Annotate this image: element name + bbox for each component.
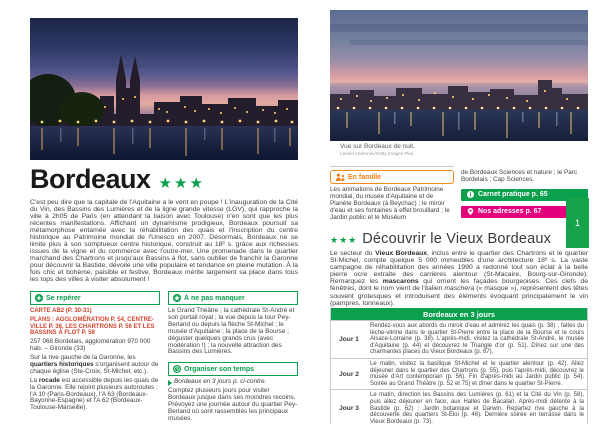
text-segment: Le secteur du xyxy=(330,250,376,257)
text-segment: (« masque »), représentent des têtes souvent grotesques et introduisent des éléments évoquant principalement le vin (pampres, tonneaux). xyxy=(330,285,588,307)
en-famille-text-left: Les animations de Bordeaux Patrimoine mondial, du musée d'Aquitaine et de Planète Bordeaux (à Beychac) ; le miroir d'eau et ses fontaines à effet brouillard ; le Jardin public et le Muséum xyxy=(330,186,450,221)
day-label: Jour 3 xyxy=(339,405,359,413)
right-info-column xyxy=(168,291,298,424)
info-icon xyxy=(467,191,474,198)
left-page xyxy=(30,0,298,424)
bordeaux-skyline-photo xyxy=(30,18,298,160)
text-segment: s'organisent autour de chaque église (Ste-Croix, St-Michel, etc.). xyxy=(30,360,159,375)
a-ne-pas-manquer-title: À ne pas manquer xyxy=(184,294,245,302)
right-page xyxy=(330,0,588,424)
se-reperer-header xyxy=(30,291,160,305)
nos-adresses-label: Nos adresses p. 67 xyxy=(478,208,542,216)
itinerary-table-header: Bordeaux en 3 jours xyxy=(331,308,587,320)
clock-icon xyxy=(173,365,181,373)
bordeaux-night-photo xyxy=(330,10,588,141)
table-row xyxy=(331,358,587,389)
cross-reference-line xyxy=(168,379,298,386)
family-icon xyxy=(335,173,345,181)
star-badge-icon xyxy=(173,294,181,302)
carnet-pratique-label: Carnet pratique p. 65 xyxy=(478,191,548,199)
text-segment: est accessible depuis les quais de la Garonne. Elle rejoint plusieurs autoroutes : l'A 10 (Paris-Bordeaux), l'A 63 (Bordeaux-Bayonne-Espagne) et l'A 62 (Bordeaux-Toulouse-Marseille). xyxy=(30,376,159,412)
section-title: Découvrir le Vieux Bordeaux xyxy=(362,231,552,247)
text-segment: qui ornent les façades bourgeoises. Ces clefs de fenêtres, dont le nom vient de l'italien xyxy=(330,278,588,293)
city-title-row xyxy=(30,164,205,195)
text-segment-italic: maschera xyxy=(444,285,475,293)
organiser-text: Comptez plusieurs jours pour visiter Bordeaux jusque dans ses moindres recoins. Prévoyez une journée autour du quartier Pey-Berland où sont rassemblés les principaux musées. xyxy=(168,387,298,422)
photo-caption: Vue sur Bordeaux de nuit. xyxy=(340,143,415,150)
page-title: Bordeaux xyxy=(30,164,151,194)
rocade-paragraph xyxy=(30,378,160,413)
map-reference: CARTE AB2 (P. 30-31) xyxy=(30,308,92,314)
se-reperer-column xyxy=(30,291,160,424)
plans-reference: PLANS : AGGLOMÉRATION P. 54, CENTRE-VILLE P. 36, LES CHARTRONS P. 56 ET LES BASSINS À FLOT P. 58 xyxy=(30,316,155,337)
vieux-bordeaux-paragraph xyxy=(330,250,588,307)
compass-icon xyxy=(35,294,43,302)
section-rating-stars: ★★★ xyxy=(330,234,358,245)
text-segment-bold: quartiers historiques xyxy=(30,360,94,368)
day-program: Le matin, visitez la basilique St-Michel et le quartier alentour (p. 42). Allez déjeuner dans le quartier des Chartrons (p. 55), puis l'après-midi, découvrez le musée d'Art contemporain (p. 56). Fin d'après-midi au Jardin public (p. 54). Soirée au Grand Théâtre (p. 52 et 75) et dîner dans le quartier St-Pierre. xyxy=(370,360,584,387)
population-info: 257 068 Bordelais, agglomération 970 000 hab. – Gironde (33) xyxy=(30,338,151,353)
organiser-header xyxy=(168,362,298,376)
info-columns xyxy=(30,291,298,424)
text-segment-bold: rocade xyxy=(38,376,60,384)
a-ne-pas-manquer-text: Le Grand Théâtre ; la cathédrale St-André et son portail royal ; la vue depuis la tour Pey-Berland ou depuis la flèche St-Michel ; le musée d'Aquitaine ; la place de la Bourse ; déguster quelques grands crus (avec modération !) ; la nouvelle attraction des Bassins des Lumières. xyxy=(168,307,295,356)
intro-paragraph: C'est peu dire que la capitale de l'Aquitaine a le vent en poupe ! L'inauguration de la Cité du Vin, des Bassins des Lumières et de la ligne grande vitesse (LGV), qui rapproche la ville à 2h05 de Paris (en attendant la liaison avec Toulouse) n'en sont que les plus récentes manifestations. Affichant un dynamisme prodigieux, Bordeaux poursuit sa métamorphose entamée avec la réhabilitation des quais et l'inscription du centre historique au Patrimoine mondial de l'Unesco en 2007. Désormais, Bordeaux ne se limite plus à son somptueux centre historique, construit au 18ᵉ s. grâce aux richesses issues de la vigne et du commerce avec l'outre-mer. Une promenade dans le quartier marchand des Chartrons et jusqu'aux Bassins à flot, sans oublier de franchir la Garonne pour découvrir la Bastide, dévoile une ville populaire et tendance en pleine mutation. À la fois chic et bohème, paisible et festive, Bordeaux mérite largement sa place dans tous les tops des villes à visiter absolument ! xyxy=(30,199,298,283)
a-ne-pas-manquer-header xyxy=(168,291,298,305)
en-famille-block xyxy=(330,170,588,224)
en-famille-header xyxy=(330,170,454,184)
itinerary-table xyxy=(330,308,588,424)
text-segment: La xyxy=(30,376,39,384)
pointer-icon xyxy=(168,380,172,386)
cross-reference-text: Bordeaux en 3 jours p. ci-contre. xyxy=(174,378,267,386)
organiser-title: Organiser son temps xyxy=(184,365,255,373)
day-label: Jour 1 xyxy=(339,335,359,343)
map-pin-icon xyxy=(467,208,474,215)
table-row xyxy=(331,389,587,424)
chapter-number-tab: 1 xyxy=(566,198,589,248)
quartiers-paragraph xyxy=(30,355,160,376)
en-famille-title: En famille xyxy=(348,173,382,181)
photo-credit: Leonid Andronov/Getty Images Plus xyxy=(340,151,414,156)
day-program: Le matin, direction les Bassins des Lumières (p. 61) et la Cité du Vin (p. 58), puis allez déjeuner en face, aux Halles de Bacalan. Après-midi détente à la Bastide (p. 62) : Jardin botanique et Darwin. Repartez rive gauche à la découverte des quartiers St-Éloi (p. 46). Dernière soirée en terrasse dans le Vieux Bordeaux (p. 73). xyxy=(370,392,584,424)
night-view-illustration xyxy=(330,10,588,141)
caption-divider xyxy=(330,166,454,167)
day-label: Jour 2 xyxy=(339,370,359,378)
se-reperer-title: Se repérer xyxy=(46,294,81,302)
text-segment: , inclus entre le quartier des Chartrons et le quartier St-Michel, compte quelque 5 000 immeubles d'une architecture 18ᵉ s. La vaste campagne de réhabilitation des années 1990 a redonné tout son éclat à la belle pierre ocre extraite des carrières alentour (St-Macaire, Bourg-sur-Gironde). Remarquez les xyxy=(330,250,589,286)
en-famille-text-right: de Bordeaux Sciences et nature ; le Parc Bordelais ; Cap Sciences. xyxy=(461,169,578,183)
text-segment-bold: Vieux Bordeaux xyxy=(375,250,428,257)
en-famille-left-column xyxy=(330,170,454,224)
table-row xyxy=(331,320,587,358)
day-program: Rendez-vous aux abords du miroir d'eau et admirez les quais (p. 38) ; faites du lèche-vitrine dans le quartier St-Pierre entre la place de la Bourse et le cours Alsace-Lorraine (p. 38). L'après-midi, visitez la cathédrale St-André, le musée d'Aquitaine (p. 44) et découvrez le Triangle d'or (p. 51). Dînez sur une des charmantes places du Vieux Bordeaux (p. 67). xyxy=(370,323,584,356)
city-rating-stars: ★★★ xyxy=(158,174,205,192)
text-segment-bold: mascarons xyxy=(382,278,419,286)
skyline-illustration xyxy=(30,18,298,160)
text-segment: Sur la rive gauche de la Garonne, les xyxy=(30,354,136,361)
section-title-row xyxy=(330,231,551,247)
